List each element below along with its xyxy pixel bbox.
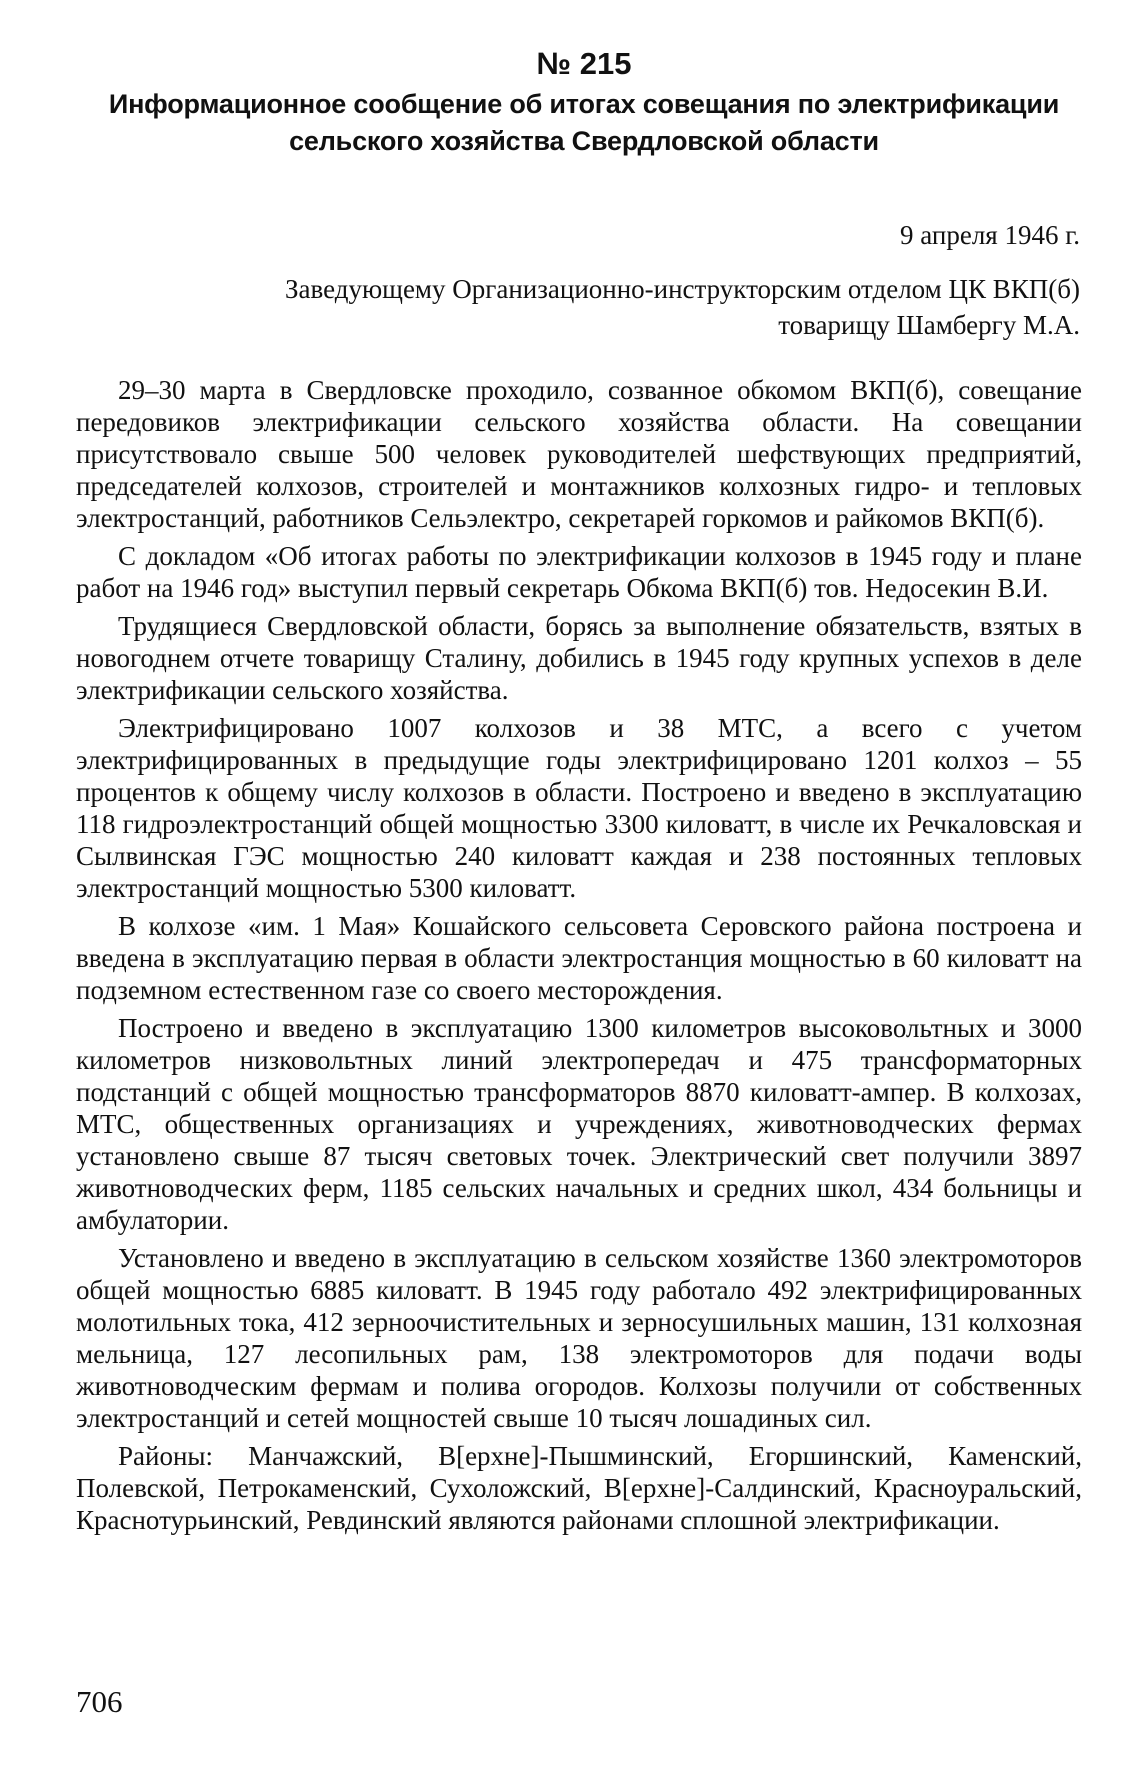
addressee: [76, 271, 1080, 343]
document-date: 9 апреля 1946 г.: [900, 220, 1080, 250]
paragraph: 29–30 марта в Свердловске проходило, созванное обкомом ВКП(б), совещание передовиков электрификации сельского хозяйства области. На совещании присутствовало свыше 500 человек руководителей шефствующих предприятий, председателей колхозов, строителей и монтажников колхозных гидро- и тепловых электростанций, работников Сельэлектро, секретарей горкомов и райкомов ВКП(б).: [76, 375, 1082, 533]
paragraph: Районы: Манчажский, В[ерхне]-Пышминский, Егоршинский, Каменский, Полевской, Петрокаменский, Сухоложский, В[ерхне]-Салдинский, Красноуральский, Краснотурьинский, Ревдинский являются районами сплошной электрификации.: [76, 1441, 1082, 1535]
paragraph: Установлено и введено в эксплуатацию в сельском хозяйстве 1360 электромоторов общей мощностью 6885 киловатт. В 1945 году работало 492 электрифицированных молотильных тока, 412 зерноочистительных и зерносушильных машин, 131 колхозная мельница, 127 лесопильных рам, 138 электромоторов для подачи воды животноводческим фермам и полива огородов. Колхозы получили от собственных электростанций и сетей мощностей свыше 10 тысяч лошадиных сил.: [76, 1243, 1082, 1433]
document-number: № 215: [536, 46, 632, 81]
paragraph: С докладом «Об итогах работы по электрификации колхозов в 1945 году и плане работ на 1946 год» выступил первый секретарь Обкома ВКП(б) тов. Недосекин В.И.: [76, 541, 1082, 603]
addressee-line-2: товарищу Шамбергу М.А.: [778, 310, 1080, 340]
document-title-line-2: сельского хозяйства Свердловской области: [289, 126, 879, 156]
document-title-line-1: Информационное сообщение об итогах совещания по электрификации: [108, 89, 1060, 119]
addressee-line-1: Заведующему Организационно-инструкторским отделом ЦК ВКП(б): [285, 274, 1080, 304]
document-body: [76, 374, 1092, 1536]
paragraph: В колхозе «им. 1 Мая» Кошайского сельсовета Серовского района построена и введена в эксплуатацию первая в области электростанция мощностью в 60 киловатт на подземном естественном газе со своего месторождения.: [76, 911, 1082, 1005]
page-number: 706: [76, 1684, 123, 1719]
paragraph: Электрифицировано 1007 колхозов и 38 МТС, а всего с учетом электрифицированных в предыдущие годы электрифицировано 1201 колхоз – 55 процентов к общему числу колхозов в области. Построено и введено в эксплуатацию 118 гидроэлектростанций общей мощностью 3300 киловатт, в числе их Речкаловская и Сылвинская ГЭС мощностью 240 киловатт каждая и 238 постоянных тепловых электростанций мощностью 5300 киловатт.: [76, 713, 1082, 903]
paragraph: Построено и введено в эксплуатацию 1300 километров высоковольтных и 3000 километров низковольтных линий электропередач и 475 трансформаторных подстанций с общей мощностью трансформаторов 8870 киловатт-ампер. В колхозах, МТС, общественных организациях и учреждениях, животноводческих фермах установлено свыше 87 тысяч световых точек. Электрический свет получили 3897 животноводческих ферм, 1185 сельских начальных и средних школ, 434 больницы и амбулатории.: [76, 1013, 1082, 1235]
document-page: [76, 44, 1092, 1542]
paragraph: Трудящиеся Свердловской области, борясь за выполнение обязательств, взятых в новогоднем отчете товарищу Сталину, добились в 1945 году крупных успехов в деле электрификации сельского хозяйства.: [76, 611, 1082, 705]
